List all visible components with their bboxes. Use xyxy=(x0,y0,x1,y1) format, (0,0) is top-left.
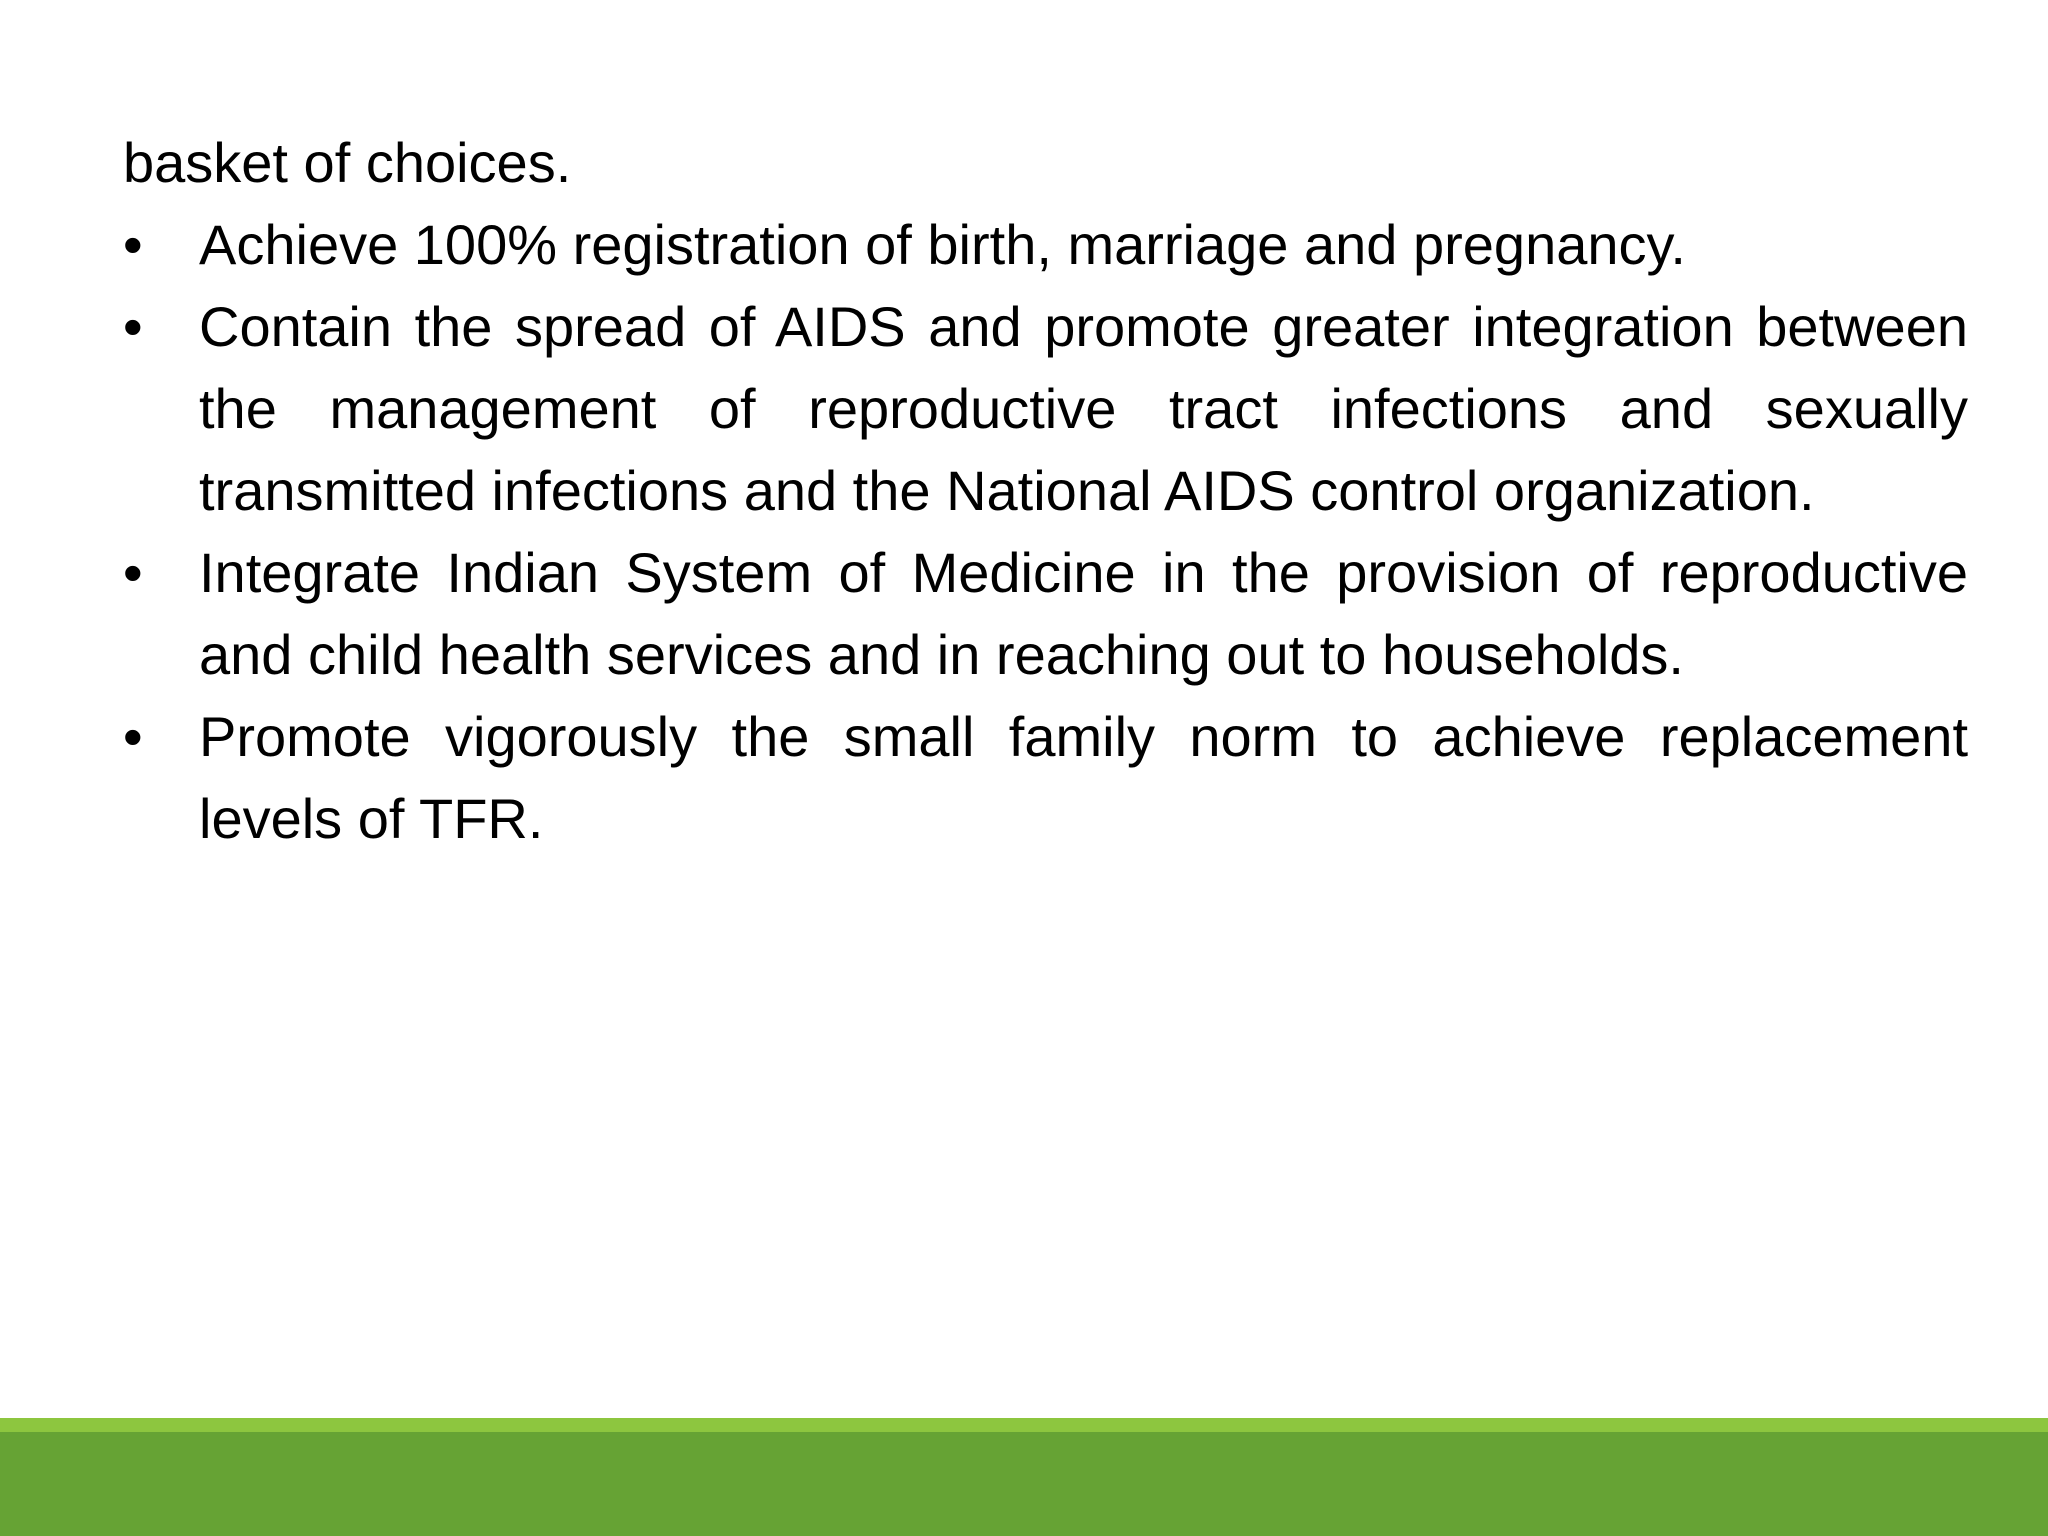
bullet-icon: • xyxy=(123,213,143,276)
bullet-text: Contain the spread of AIDS and promote greater integration between the management of reproductive tract infections and sexually transmitted infections and the National AIDS control organization. xyxy=(199,295,1968,522)
bullet-icon: • xyxy=(123,705,143,768)
footer-highlight-stripe xyxy=(0,1418,2048,1432)
bullet-text: Achieve 100% registration of birth, marriage and pregnancy. xyxy=(199,213,1686,276)
bullet-item xyxy=(123,696,1968,860)
bullet-icon: • xyxy=(123,541,143,604)
bullet-item xyxy=(123,204,1968,286)
bullet-icon: • xyxy=(123,295,143,358)
bullet-text: Promote vigorously the small family norm to achieve replacement levels of TFR. xyxy=(199,705,1968,850)
bullet-item xyxy=(123,532,1968,696)
continued-text: basket of choices. xyxy=(123,131,572,194)
slide-body xyxy=(123,122,1968,860)
bullet-item xyxy=(123,286,1968,532)
footer-band xyxy=(0,1432,2048,1536)
bullet-text: Integrate Indian System of Medicine in the provision of reproductive and child health services and in reaching out to households. xyxy=(199,541,1968,686)
bullet-list xyxy=(123,204,1968,860)
